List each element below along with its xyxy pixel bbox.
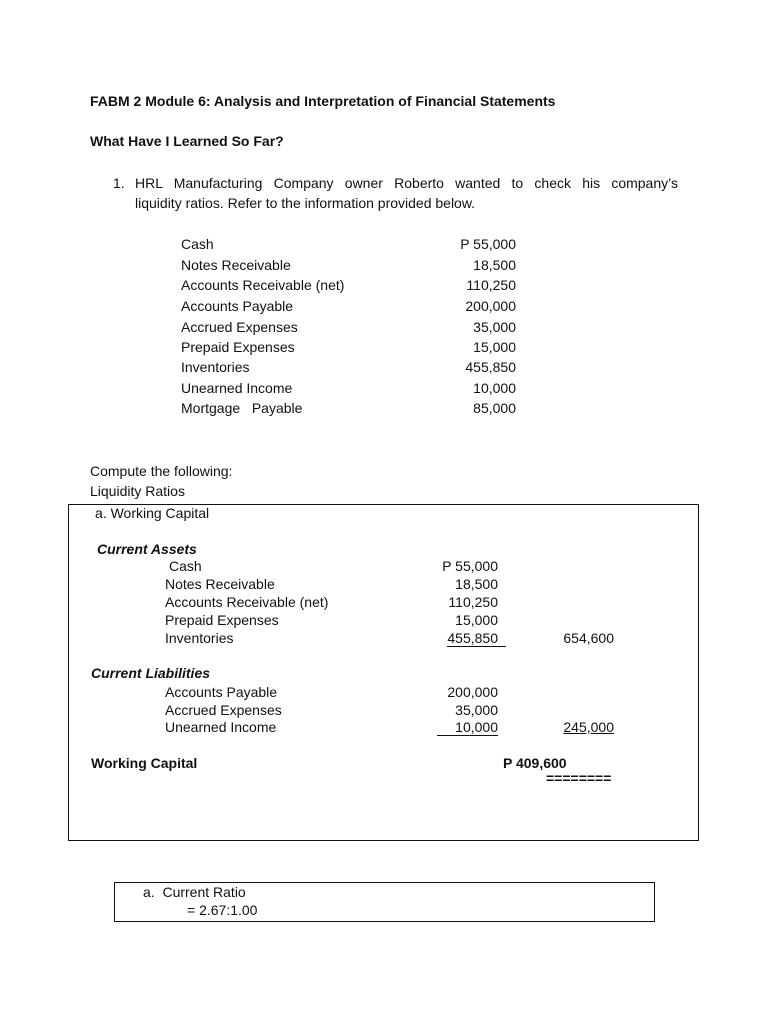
account-value: 15,000 [473,339,516,355]
account-label: Prepaid Expenses [181,339,295,355]
current-ratio-item-label: a. Current Ratio [143,884,246,900]
liability-value: 35,000 [455,702,498,718]
compute-label: Compute the following: [90,463,233,479]
account-row [181,359,516,379]
asset-label: Prepaid Expenses [165,612,279,628]
liability-row [0,684,768,702]
account-row [181,236,516,256]
working-capital-label: Working Capital [91,755,198,771]
account-value: P 55,000 [460,236,516,252]
account-row [181,277,516,297]
section-heading: What Have I Learned So Far? [90,133,284,149]
account-row [181,257,516,277]
asset-label: Cash [169,558,202,574]
asset-label: Accounts Receivable (net) [165,594,329,610]
account-value: 85,000 [473,400,516,416]
asset-label: Inventories [165,630,234,646]
account-value: 35,000 [473,319,516,335]
account-label: Accounts Payable [181,298,294,314]
question-number: 1. [113,175,125,191]
asset-row [0,612,768,630]
current-assets-heading: Current Assets [97,541,197,557]
question-text-line-2: liquidity ratios. Refer to the information provided below. [135,195,476,211]
account-label: Inventories [181,359,250,375]
account-label: Cash [181,236,214,252]
document-title: FABM 2 Module 6: Analysis and Interpretation of Financial Statements [90,93,556,109]
account-value: 200,000 [465,298,516,314]
account-label: Notes Receivable [181,257,291,273]
current-liabilities-total: 245,000 [563,719,614,735]
account-value: 10,000 [473,380,516,396]
account-row [181,400,516,420]
account-row [181,298,516,318]
working-capital-value: P 409,600 [503,755,567,771]
liability-label: Accrued Expenses [165,702,282,718]
liquidity-ratios-label: Liquidity Ratios [90,483,185,499]
liability-value: 10,000 [437,719,498,736]
liability-row [0,702,768,720]
asset-row [0,576,768,594]
account-row [181,380,516,400]
question-text-line-1: HRL Manufacturing Company owner Roberto wanted to check his company’s [135,175,678,191]
liability-value: 200,000 [447,684,498,700]
current-assets-total: 654,600 [563,630,614,646]
current-ratio-value: = 2.67:1.00 [187,902,258,918]
asset-label: Notes Receivable [165,576,275,592]
account-value: 18,500 [473,257,516,273]
account-label: Accrued Expenses [181,319,298,335]
asset-value: 18,500 [455,576,498,592]
current-liabilities-heading: Current Liabilities [91,665,211,681]
asset-row [0,558,768,576]
asset-value: P 55,000 [442,558,498,574]
asset-row [0,630,768,648]
double-rule: ======== [546,770,612,786]
liability-label: Accounts Payable [165,684,278,700]
working-capital-item-label: a. Working Capital [95,505,210,521]
liability-label: Unearned Income [165,719,277,735]
account-label: Accounts Receivable (net) [181,277,345,293]
asset-value: 15,000 [455,612,498,628]
account-label: Mortgage Payable [181,400,303,416]
asset-row [0,594,768,612]
asset-value: 455,850 [447,630,506,647]
asset-value: 110,250 [448,594,498,610]
account-value: 110,250 [466,277,516,293]
liability-row [0,719,768,737]
account-row [181,339,516,359]
account-label: Unearned Income [181,380,293,396]
account-value: 455,850 [465,359,516,375]
account-row [181,319,516,339]
